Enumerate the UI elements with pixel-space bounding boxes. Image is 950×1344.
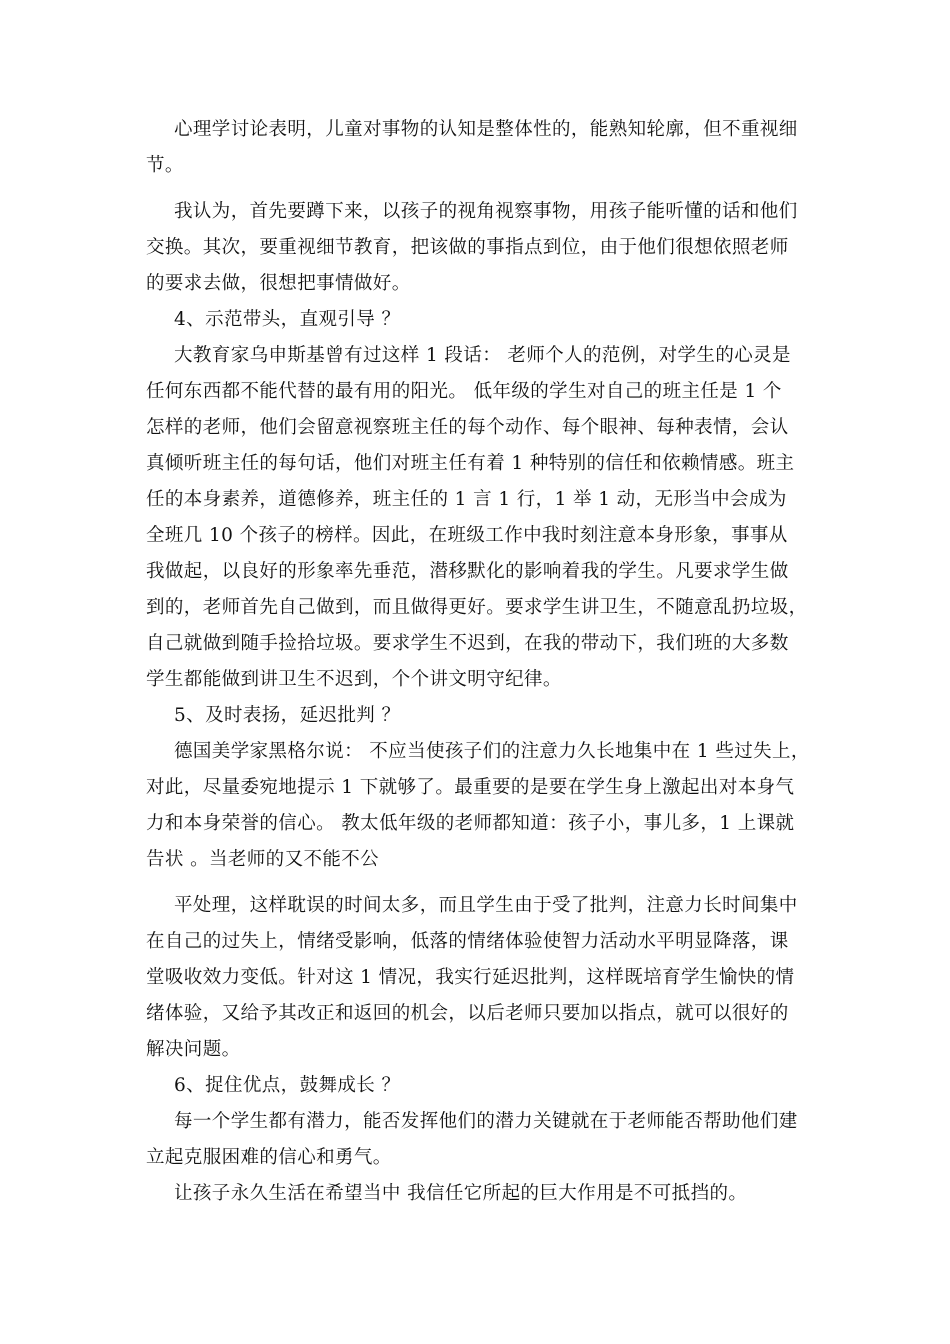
text-line: 任的本身素养，道德修养，班主任的 1 言 1 行，1 举 1 动，无形当中会成为 xyxy=(146,489,787,510)
text-line: 堂吸收效力变低。针对这 1 情况，我实行延迟批判，这样既培育学生愉快的情 xyxy=(146,967,795,988)
text-line: 力和本身荣誉的信心。 教太低年级的老师都知道：孩子小，事儿多，1 上课就 xyxy=(146,813,795,834)
text-line: 我做起，以良好的形象率先垂范，潜移默化的影响着我的学生。凡要求学生做 xyxy=(146,561,789,582)
section-heading: 4、示范带头，直观引导 ？ xyxy=(174,309,401,330)
text-line: 每一个学生都有潜力，能否发挥他们的潜力关键就在于老师能否帮助他们建 xyxy=(174,1111,798,1132)
text-line: 立起克服困难的信心和勇气。 xyxy=(146,1147,392,1168)
text-line: 在自己的过失上，情绪受影响，低落的情绪体验使智力活动水平明显降落，课 xyxy=(146,931,789,952)
text-line: 节。 xyxy=(146,155,184,176)
text-line: 大教育家乌申斯基曾有过这样 1 段话： 老师个人的范例，对学生的心灵是 xyxy=(174,345,791,366)
text-line: 交换。其次，要重视细节教育，把该做的事指点到位，由于他们很想依照老师 xyxy=(146,237,789,258)
text-line: 绪体验，又给予其改正和返回的机会，以后老师只要加以指点，就可以很好的 xyxy=(146,1003,789,1024)
text-line: 告状 。当老师的又不能不公 xyxy=(146,849,380,870)
text-line: 怎样的老师，他们会留意视察班主任的每个动作、每个眼神、每种表情，会认 xyxy=(146,417,789,438)
text-line: 真倾听班主任的每句话，他们对班主任有着 1 种特别的信任和依赖情感。班主 xyxy=(146,453,795,474)
text-line: 解决问题。 xyxy=(146,1039,241,1060)
text-line: 让孩子永久生活在希望当中 我信任它所起的巨大作用是不可抵挡的。 xyxy=(174,1183,748,1204)
text-line: 平处理，这样耽误的时间太多，而且学生由于受了批判，注意力长时间集中 xyxy=(174,895,798,916)
text-line: 学生都能做到讲卫生不迟到，个个讲文明守纪律。 xyxy=(146,669,562,690)
text-line: 任何东西都不能代替的最有用的阳光。 低年级的学生对自己的班主任是 1 个 xyxy=(146,381,782,402)
section-heading: 6、捉住优点，鼓舞成长 ？ xyxy=(174,1075,401,1096)
text-line: 德国美学家黑格尔说： 不应当使孩子们的注意力久长地集中在 1 些过失上， xyxy=(174,741,810,762)
text-line: 心理学讨论表明，儿童对事物的认知是整体性的，能熟知轮廓，但不重视细 xyxy=(174,119,798,140)
text-line: 全班几 10 个孩子的榜样。因此，在班级工作中我时刻注意本身形象，事事从 xyxy=(146,525,788,546)
text-line: 对此，尽量委宛地提示 1 下就够了。最重要的是要在学生身上激起出对本身气 xyxy=(146,777,795,798)
text-line: 的要求去做，很想把事情做好。 xyxy=(146,273,411,294)
section-heading: 5、及时表扬，延迟批判 ？ xyxy=(174,705,401,726)
text-line: 我认为，首先要蹲下来，以孩子的视角视察事物，用孩子能听懂的话和他们 xyxy=(174,201,798,222)
text-line: 到的，老师首先自己做到，而且做得更好。要求学生讲卫生，不随意乱扔垃圾， xyxy=(146,597,808,618)
text-line: 自己就做到随手捡拾垃圾。要求学生不迟到，在我的带动下，我们班的大多数 xyxy=(146,633,789,654)
